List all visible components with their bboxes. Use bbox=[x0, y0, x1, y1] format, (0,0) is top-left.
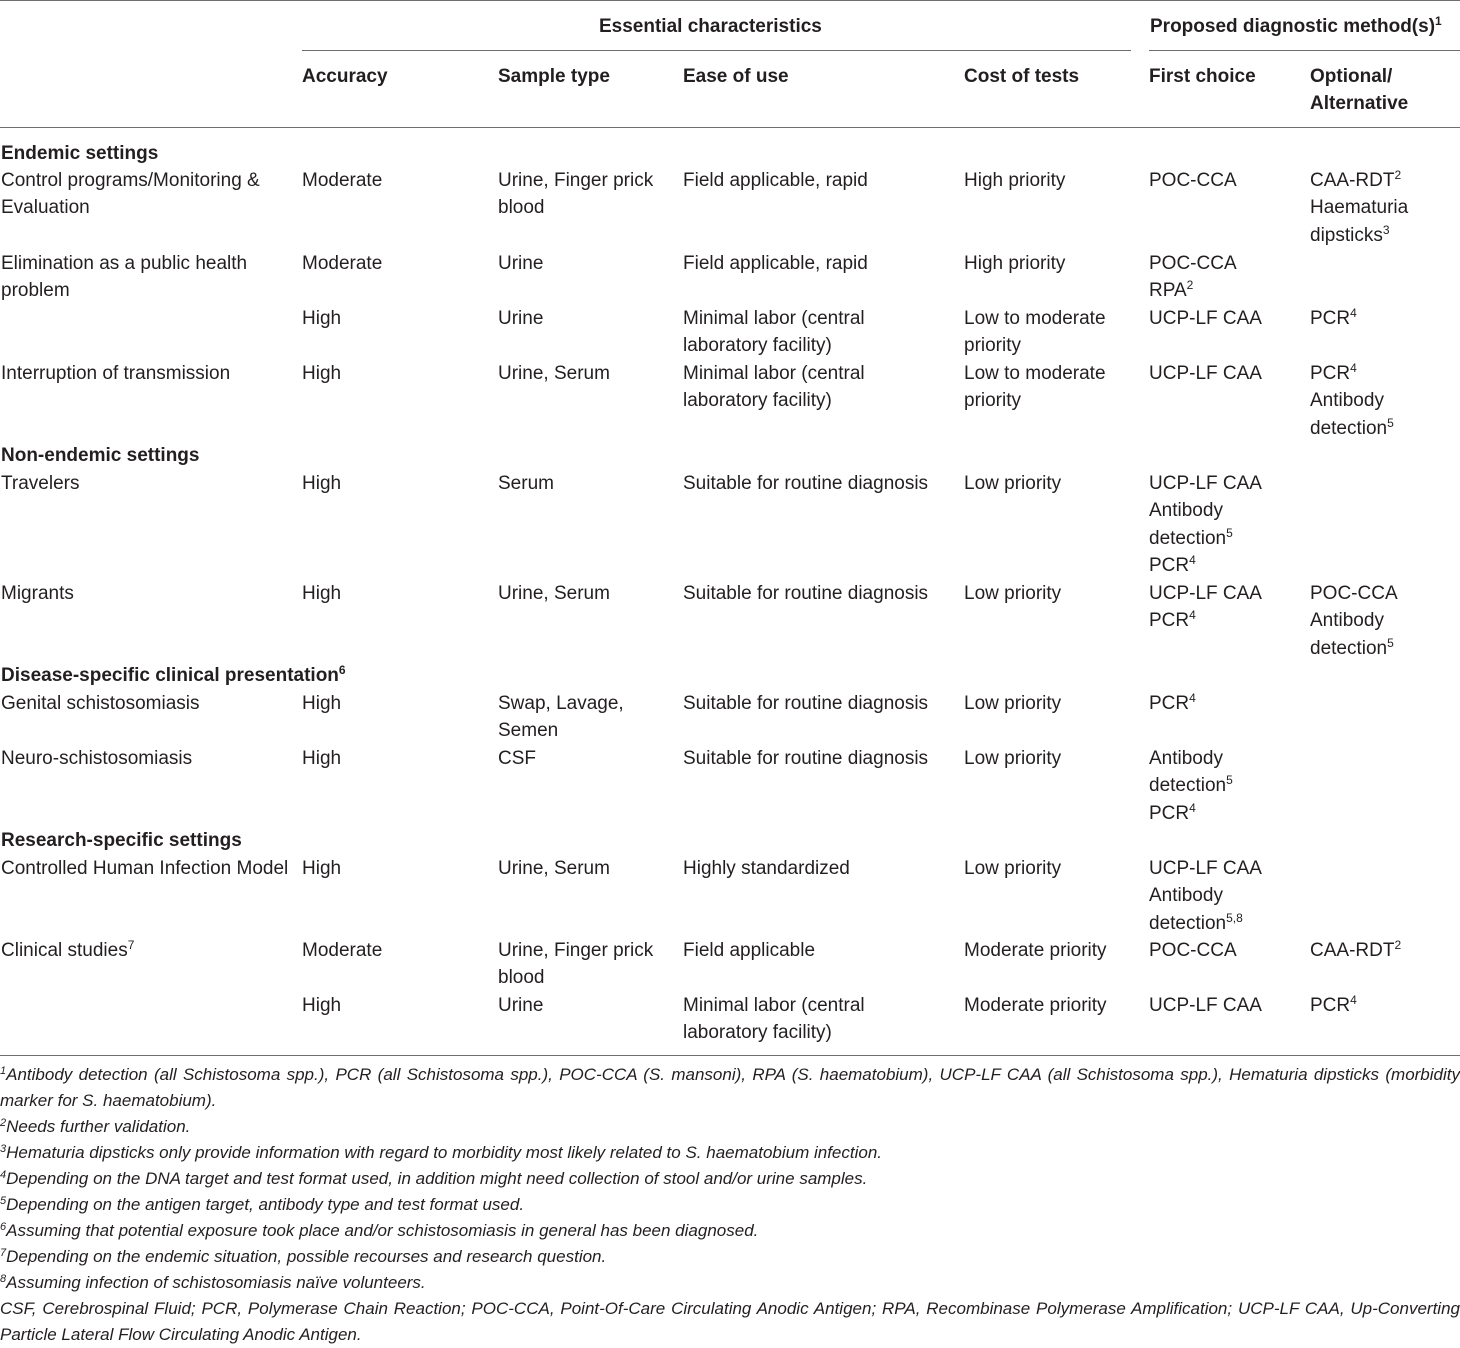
table-cell-sample bbox=[498, 580, 673, 608]
method-item bbox=[1149, 800, 1299, 828]
cell-text: CSF bbox=[498, 747, 536, 769]
table-cell-sample bbox=[498, 992, 673, 1020]
col-header-optional-line2: Alternative bbox=[1310, 93, 1409, 114]
footnote-text: Antibody detection (all Schistosoma spp.), PCR (all Schistosoma spp.), POC-CCA (S. mansoni), RPA (S. haematobium), UCP-LF CAA (all Schistosoma spp.), Hematuria dipsticks (morbidity marker for S. haematobium). bbox=[0, 1065, 1460, 1110]
cell-text: Swap, Lavage, Semen bbox=[498, 692, 624, 741]
table-cell-accuracy bbox=[302, 855, 487, 883]
col-header-accuracy: Accuracy bbox=[302, 66, 388, 87]
table-cell-accuracy bbox=[302, 580, 487, 608]
table-cell-sample bbox=[498, 690, 673, 745]
table-cell-optional bbox=[1310, 360, 1460, 443]
section-heading-text: Research-specific settings bbox=[1, 829, 242, 851]
table-cell-ease bbox=[683, 855, 953, 883]
method-name: PCR bbox=[1149, 802, 1190, 824]
cell-text: Low priority bbox=[964, 857, 1062, 879]
table-cell-ease bbox=[683, 305, 953, 360]
cell-text: Urine, Serum bbox=[498, 362, 610, 384]
table-cell-cost bbox=[964, 305, 1139, 360]
top-rule bbox=[0, 0, 1460, 1]
footnote bbox=[0, 1270, 1460, 1296]
method-footnote-ref: 4 bbox=[1189, 553, 1196, 567]
footnote bbox=[0, 1192, 1460, 1218]
table-cell-optional bbox=[1310, 305, 1460, 333]
method-name: Antibody detection bbox=[1149, 885, 1227, 934]
footnote bbox=[0, 1166, 1460, 1192]
table-cell-setting bbox=[1, 690, 291, 718]
table-cell-sample bbox=[498, 305, 673, 333]
section-heading bbox=[1, 827, 242, 855]
section-heading bbox=[1, 140, 158, 168]
cell-text: Suitable for routine diagnosis bbox=[683, 747, 929, 769]
footnote-number: 7 bbox=[0, 1247, 7, 1259]
table-bottom-rule bbox=[0, 1055, 1460, 1056]
table-cell-setting bbox=[1, 937, 291, 965]
setting-footnote-ref: 7 bbox=[127, 937, 135, 952]
method-name: UCP-LF CAA bbox=[1149, 582, 1262, 604]
table-cell-ease bbox=[683, 937, 953, 965]
table-cell-optional bbox=[1310, 167, 1460, 250]
header-footnote-ref: 1 bbox=[1435, 14, 1442, 28]
method-footnote-ref: 2 bbox=[1394, 937, 1402, 952]
footnote bbox=[0, 1140, 1460, 1166]
footnote bbox=[0, 1218, 1460, 1244]
table-cell-cost bbox=[964, 580, 1139, 608]
table-cell-optional bbox=[1310, 992, 1460, 1020]
cell-text: High priority bbox=[964, 252, 1066, 274]
cell-text: Urine, Finger prick blood bbox=[498, 169, 654, 218]
table-cell-first bbox=[1149, 580, 1299, 635]
table-cell-accuracy bbox=[302, 360, 487, 388]
footnote-text: Assuming infection of schistosomiasis naïve volunteers. bbox=[6, 1273, 426, 1292]
method-name: Antibody detection bbox=[1310, 610, 1388, 659]
table-cell-first bbox=[1149, 992, 1299, 1020]
method-item bbox=[1149, 690, 1299, 718]
method-name: POC-CCA bbox=[1310, 582, 1398, 604]
method-footnote-ref: 3 bbox=[1382, 222, 1390, 237]
table-cell-cost bbox=[964, 167, 1139, 195]
method-footnote-ref: 5 bbox=[1226, 773, 1233, 787]
cell-text: Urine bbox=[498, 252, 544, 274]
method-item bbox=[1149, 305, 1299, 333]
footnote-text: Needs further validation. bbox=[6, 1117, 191, 1136]
table-cell-ease bbox=[683, 250, 953, 278]
footnote bbox=[0, 1244, 1460, 1270]
cell-text: Low priority bbox=[964, 582, 1062, 604]
method-name: PCR bbox=[1310, 362, 1351, 384]
section-heading-text: Non-endemic settings bbox=[1, 444, 200, 466]
table-cell-first bbox=[1149, 937, 1299, 965]
table-cell-ease bbox=[683, 745, 953, 773]
table-cell-ease bbox=[683, 360, 953, 415]
table-cell-optional bbox=[1310, 580, 1460, 663]
col-header-first-choice: First choice bbox=[1149, 66, 1256, 87]
method-name: RPA bbox=[1149, 280, 1187, 301]
cell-text: Suitable for routine diagnosis bbox=[683, 472, 929, 494]
table-cell-cost bbox=[964, 745, 1139, 773]
cell-text: Serum bbox=[498, 472, 554, 494]
footnote-list bbox=[0, 1062, 1460, 1296]
table-cell-sample bbox=[498, 855, 673, 883]
method-footnote-ref: 5 bbox=[1387, 635, 1394, 650]
cell-text: Neuro-schistosomiasis bbox=[1, 747, 193, 769]
cell-text: Field applicable, rapid bbox=[683, 252, 868, 274]
cell-text: Elimination as a public health problem bbox=[1, 252, 248, 301]
table-cell-cost bbox=[964, 937, 1139, 965]
footnote-text: Hematuria dipsticks only provide information with regard to morbidity most likely related to S. haematobium infection. bbox=[6, 1143, 883, 1162]
method-name: CAA-RDT bbox=[1310, 939, 1395, 961]
method-name: CAA-RDT bbox=[1310, 169, 1395, 191]
method-item bbox=[1310, 194, 1460, 249]
table-cell-ease bbox=[683, 167, 953, 195]
table-cell-sample bbox=[498, 937, 673, 992]
header-bottom-rule bbox=[0, 127, 1460, 128]
method-item bbox=[1149, 937, 1299, 965]
method-item bbox=[1310, 992, 1460, 1020]
cell-text: Field applicable, rapid bbox=[683, 169, 868, 191]
table-cell-accuracy bbox=[302, 250, 487, 278]
footnote-number: 8 bbox=[0, 1273, 7, 1285]
method-name: UCP-LF CAA bbox=[1149, 857, 1262, 879]
method-item bbox=[1310, 387, 1460, 442]
cell-text: Minimal labor (central laboratory facility) bbox=[683, 307, 865, 356]
cell-text: Urine bbox=[498, 307, 544, 329]
cell-text: Minimal labor (central laboratory facility) bbox=[683, 994, 865, 1043]
cell-text: Migrants bbox=[1, 582, 74, 604]
abbreviations-note: CSF, Cerebrospinal Fluid; PCR, Polymerase Chain Reaction; POC-CCA, Point-Of-Care Circulating Anodic Antigen; RPA, Recombinase Polymerase Amplification; UCP-LF CAA, Up-Converting Particle Lateral Flow Circulating Anodic Antigen. bbox=[0, 1299, 1460, 1344]
cell-text: Suitable for routine diagnosis bbox=[683, 582, 929, 604]
method-name: PCR bbox=[1149, 610, 1190, 631]
cell-text: High priority bbox=[964, 169, 1066, 191]
cell-text: Low to moderate priority bbox=[964, 362, 1106, 411]
table-cell-ease bbox=[683, 470, 953, 498]
method-footnote-ref: 2 bbox=[1186, 278, 1194, 292]
method-name: PCR bbox=[1149, 555, 1190, 576]
footnote-number: 1 bbox=[0, 1065, 7, 1077]
method-footnote-ref: 4 bbox=[1189, 690, 1196, 705]
cell-text: High bbox=[302, 994, 342, 1016]
method-footnote-ref: 5,8 bbox=[1226, 910, 1243, 925]
method-item bbox=[1149, 167, 1299, 195]
table-cell-cost bbox=[964, 360, 1139, 415]
method-item bbox=[1310, 937, 1460, 965]
col-header-sample-type: Sample type bbox=[498, 66, 610, 87]
group-rule-essential bbox=[302, 50, 1131, 51]
col-header-optional-line1: Optional/ bbox=[1310, 66, 1393, 87]
table-cell-first bbox=[1149, 690, 1299, 718]
table-cell-setting bbox=[1, 745, 291, 773]
cell-text: Field applicable bbox=[683, 939, 816, 961]
section-footnote-ref: 6 bbox=[338, 662, 346, 677]
cell-text: High bbox=[302, 582, 342, 604]
method-name: Antibody detection bbox=[1149, 500, 1227, 549]
method-item bbox=[1310, 167, 1460, 195]
method-footnote-ref: 4 bbox=[1350, 305, 1357, 320]
method-footnote-ref: 4 bbox=[1189, 800, 1196, 815]
col-header-ease-of-use: Ease of use bbox=[683, 66, 789, 87]
table-cell-ease bbox=[683, 690, 953, 718]
cell-text: Moderate bbox=[302, 169, 383, 191]
group-header-proposed: Proposed diagnostic $method(s)^1$ bbox=[1150, 14, 1442, 37]
cell-text: Clinical studies bbox=[1, 939, 128, 961]
table-cell-accuracy bbox=[302, 992, 487, 1020]
cell-text: Urine bbox=[498, 994, 544, 1016]
table-cell-cost bbox=[964, 470, 1139, 498]
cell-text: Urine, Serum bbox=[498, 857, 610, 879]
footnote-number: 5 bbox=[0, 1195, 7, 1207]
table-cell-accuracy bbox=[302, 937, 487, 965]
method-item bbox=[1149, 882, 1299, 937]
table-cell-first bbox=[1149, 470, 1299, 580]
cell-text: High bbox=[302, 857, 342, 879]
table-cell-sample bbox=[498, 167, 673, 222]
footnote-number: 3 bbox=[0, 1143, 7, 1155]
method-item bbox=[1149, 855, 1299, 883]
section-heading bbox=[1, 662, 346, 690]
table-cell-sample bbox=[498, 470, 673, 498]
group-header-essential: Essential characteristics bbox=[599, 16, 822, 37]
table-cell-setting bbox=[1, 250, 291, 305]
table-cell-setting bbox=[1, 855, 291, 883]
method-item bbox=[1149, 277, 1299, 305]
table-cell-accuracy bbox=[302, 745, 487, 773]
group-rule-proposed bbox=[1149, 50, 1460, 51]
table-cell-first bbox=[1149, 305, 1299, 333]
cell-text: Moderate priority bbox=[964, 994, 1107, 1016]
table-cell-sample bbox=[498, 745, 673, 773]
table-cell-cost bbox=[964, 855, 1139, 883]
cell-text: Minimal labor (central laboratory facility) bbox=[683, 362, 865, 411]
table-cell-setting bbox=[1, 167, 291, 222]
cell-text: Low priority bbox=[964, 472, 1062, 494]
method-item bbox=[1310, 360, 1460, 388]
method-footnote-ref: 5 bbox=[1226, 525, 1233, 540]
section-heading-text: Endemic settings bbox=[1, 142, 159, 164]
table-cell-accuracy bbox=[302, 167, 487, 195]
table-cell-first bbox=[1149, 250, 1299, 305]
cell-text: Highly standardized bbox=[683, 857, 850, 879]
method-name: PCR bbox=[1149, 692, 1190, 714]
cell-text: Moderate priority bbox=[964, 939, 1107, 961]
method-name: UCP-LF CAA bbox=[1149, 307, 1262, 329]
method-name: UCP-LF CAA bbox=[1149, 362, 1262, 384]
footnote-text: Assuming that potential exposure took place and/or schistosomiasis in general has been diagnosed. bbox=[6, 1221, 759, 1240]
table-cell-setting bbox=[1, 470, 291, 498]
table-cell-optional bbox=[1310, 937, 1460, 965]
table-cell-cost bbox=[964, 992, 1139, 1020]
table-cell-accuracy bbox=[302, 305, 487, 333]
method-item bbox=[1149, 992, 1299, 1020]
table-cell-setting bbox=[1, 580, 291, 608]
section-heading bbox=[1, 442, 199, 470]
table-cell-accuracy bbox=[302, 470, 487, 498]
method-item bbox=[1310, 580, 1460, 608]
cell-text: Moderate bbox=[302, 252, 383, 274]
method-item bbox=[1149, 250, 1299, 278]
method-item bbox=[1149, 497, 1299, 552]
method-footnote-ref: 4 bbox=[1350, 360, 1357, 375]
method-footnote-ref: 5 bbox=[1387, 415, 1394, 430]
table-cell-cost bbox=[964, 250, 1139, 278]
footnote-number: 6 bbox=[0, 1221, 7, 1233]
method-footnote-ref: 4 bbox=[1350, 992, 1357, 1007]
method-item bbox=[1310, 607, 1460, 662]
table-cell-sample bbox=[498, 360, 673, 388]
table-cell-first bbox=[1149, 167, 1299, 195]
cell-text: High bbox=[302, 747, 342, 769]
cell-text: High bbox=[302, 307, 342, 329]
cell-text: High bbox=[302, 362, 342, 384]
col-header-optional bbox=[1310, 63, 1408, 117]
footnote-number: 2 bbox=[0, 1117, 7, 1129]
method-name: POC-CCA bbox=[1149, 939, 1237, 961]
table-cell-cost bbox=[964, 690, 1139, 718]
table-cell-first bbox=[1149, 360, 1299, 388]
cell-text: Low priority bbox=[964, 692, 1062, 714]
table-cell-ease bbox=[683, 580, 953, 608]
cell-text: Controlled Human Infection Model bbox=[1, 857, 289, 879]
col-header-cost-of-tests: Cost of tests bbox=[964, 66, 1080, 87]
footnote bbox=[0, 1062, 1460, 1114]
method-name: UCP-LF CAA bbox=[1149, 994, 1262, 1016]
method-name: UCP-LF CAA bbox=[1149, 472, 1262, 494]
cell-text: Low priority bbox=[964, 747, 1062, 769]
method-item bbox=[1310, 305, 1460, 333]
cell-text: Interruption of transmission bbox=[1, 362, 231, 384]
footnote-text: Depending on the DNA target and test format used, in addition might need collection of stool and/or urine samples. bbox=[6, 1169, 868, 1188]
footnote bbox=[0, 1114, 1460, 1140]
table-footnotes bbox=[0, 1062, 1460, 1348]
table-cell-accuracy bbox=[302, 690, 487, 718]
method-name: Antibody detection bbox=[1149, 747, 1227, 796]
method-footnote-ref: 4 bbox=[1189, 608, 1196, 622]
method-footnote-ref: 2 bbox=[1394, 167, 1402, 182]
footnote-number: 4 bbox=[0, 1169, 7, 1181]
section-heading-text: Disease-specific clinical presentation bbox=[1, 664, 339, 686]
cell-text: Travelers bbox=[1, 472, 80, 494]
cell-text: Low to moderate priority bbox=[964, 307, 1106, 356]
method-item bbox=[1149, 580, 1299, 608]
table-cell-sample bbox=[498, 250, 673, 278]
cell-text: Urine, Finger prick blood bbox=[498, 939, 654, 988]
method-name: Antibody detection bbox=[1310, 390, 1388, 439]
method-item bbox=[1149, 552, 1299, 580]
method-item bbox=[1149, 607, 1299, 635]
method-item bbox=[1149, 360, 1299, 388]
cell-text: Genital schistosomiasis bbox=[1, 692, 200, 714]
method-name: Haematuria dipsticks bbox=[1310, 197, 1409, 246]
table-cell-ease bbox=[683, 992, 953, 1047]
footnote-text: Depending on the antigen target, antibody type and test format used. bbox=[6, 1195, 525, 1214]
cell-text: Moderate bbox=[302, 939, 383, 961]
method-name: POC-CCA bbox=[1149, 252, 1237, 274]
footnote-text: Depending on the endemic situation, possible recourses and research question. bbox=[6, 1247, 607, 1266]
method-name: POC-CCA bbox=[1149, 169, 1237, 191]
cell-text: Control programs/Monitoring & Evaluation bbox=[1, 169, 260, 218]
cell-text: Suitable for routine diagnosis bbox=[683, 692, 929, 714]
method-item bbox=[1149, 470, 1299, 498]
table-cell-first bbox=[1149, 745, 1299, 828]
cell-text: Urine, Serum bbox=[498, 582, 610, 604]
method-name: PCR bbox=[1310, 307, 1351, 329]
cell-text: High bbox=[302, 472, 342, 494]
cell-text: High bbox=[302, 692, 342, 714]
method-item bbox=[1149, 745, 1299, 800]
table-cell-first bbox=[1149, 855, 1299, 938]
table-cell-setting bbox=[1, 360, 291, 388]
method-name: PCR bbox=[1310, 994, 1351, 1016]
